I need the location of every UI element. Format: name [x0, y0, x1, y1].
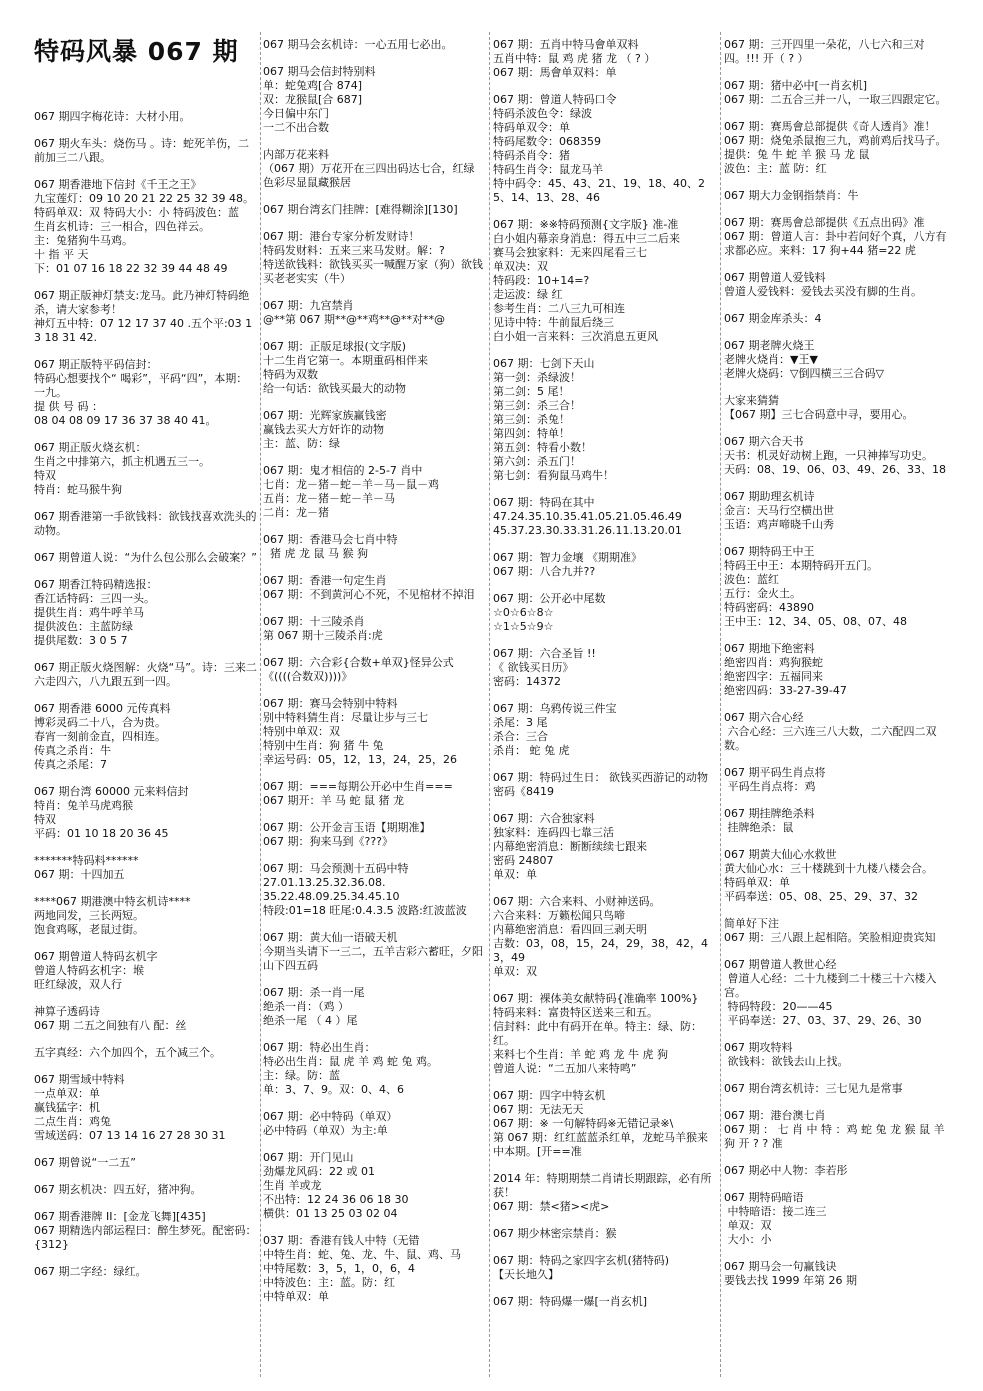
text-block: 067 期：※※特码预测{文字版} 准-准 白小姐内幕亲身消息：得五中三二后来 赛马会独家料：无来四尾看三七 单双决：双 特码段：10+14=? 走运波：绿 红 参考生肖：二八三九可相连 见诗中特：牛前鼠后绕三 白小姐一言来料：三次消息五更风	[493, 218, 680, 343]
text-block: 067 期平码生肖点将 平码生肖点将：鸡	[724, 766, 826, 793]
text-block: 067 期：乌鸦传说三件宝 杀尾：3 尾 杀合：三合 杀肖： 蛇 兔 虎	[493, 702, 617, 757]
text-block: 067 期火车头：烧伤马 。诗：蛇死羊伤，二前加三二八跟。	[34, 137, 249, 164]
text-block: 067 期二字经：绿红。	[34, 1265, 147, 1278]
text-block: 067 期马会一句赢钱诀 要钱去找 1999 年第 26 期	[724, 1260, 857, 1287]
text-block: 067 期：六合独家料 独家料：连码四七靠三活 内幕绝密消息：断断续续七跟来 密码 24807 单双：单	[493, 812, 647, 881]
text-block: 067 期：光辉家族赢钱密 赢钱去买大方奸诈的动物 主：蓝、防：绿	[263, 409, 387, 450]
text-block: 067 期：智力金壤 《期期准》 067 期：八合九并??	[493, 551, 642, 578]
text-block: 067 期：公开必中尾数 ☆0☆6☆8☆ ☆1☆5☆9☆	[493, 592, 606, 633]
text-block: 067 期香港第一手欲钱料：欲钱找喜欢洗头的动物。	[34, 510, 257, 537]
text-block: 2014 年：特期期禁二肖请长期跟踪，必有所获！ 067 期：禁<猪><虎>	[493, 1172, 712, 1213]
text-block: 067 期马会玄机诗：一心五用七必出。	[263, 38, 453, 51]
text-block: 067 期：赛馬會总部提供《五点出码》准 067 期：曾道人言：卦中若问好个真，八方有求都必应。来料：17 狗+44 猪=22 虎	[724, 216, 947, 257]
column-divider	[720, 32, 721, 1377]
text-block: 067 期：港台澳七肖 067 期 ： 七 肖 中 特 ：鸡 蛇 兔 龙 猴 鼠 羊 狗 开 ? ? 准	[724, 1109, 945, 1150]
text-block: 067 期：香港马会七肖中特 猪 虎 龙 鼠 马 猴 狗	[263, 533, 398, 560]
text-block: 067 期攻特料 欲钱料：欲钱去山上找。	[724, 1041, 849, 1068]
text-block: 大家来猜猜 【067 期】三七合码意中寻，要用心。	[724, 394, 914, 421]
text-block: ****067 期港澳中特玄机诗**** 两地同发，三长两短。 饱食鸡啄，老鼠过街。	[34, 895, 191, 936]
text-block: 067 期：特码过生日： 欲钱买西游记的动物 密码《8419	[493, 771, 708, 798]
text-block: 067 期：六合圣旨 !! 《 欲钱买日历》 密码：14372	[493, 647, 596, 688]
text-block: 067 期：十三陵杀肖 第 067 期十三陵杀肖:虎	[263, 615, 383, 642]
text-block: 067 期：开门见山 劲爆龙风码：22 或 01 生肖 羊或龙 不出特：12 24 36 06 18 30 横供：01 13 25 03 02 04	[263, 1151, 409, 1220]
text-block: 067 期香港 6000 元传真料 博彩灵码二十八，合为贵。 春宵一刻前金直，四相连。 传真之杀肖：牛 传真之杀尾：7	[34, 702, 171, 771]
text-block: 067 期：港台专家分析发财诗！ 特码发财料：五来三来马发财。解：? 特送欲钱料：欲钱买买一喊醒万家（狗）欲钱买老老实实（牛）	[263, 230, 483, 285]
text-block: 067 期曾道人特码玄机字 曾道人特码玄机字：堠 旺红绿波，双人行	[34, 950, 158, 991]
text-block: 067 期：七剑下天山 第一剑：杀绿波！ 第二剑：5 尾！ 第三剑：杀三合！ 第三剑：杀兔！ 第四剑：特单！ 第五剑：特看小数！ 第六剑：杀五门！ 第七剑：看狗鼠马鸡牛！	[493, 357, 614, 482]
text-block: 067 期正版神灯禁支:龙马。此乃神灯特码绝杀，请大家参考！ 神灯五中特：07 12 17 37 40 .五个平:03 13 18 31 42.	[34, 289, 253, 344]
text-block: 067 期挂牌绝杀料 挂牌绝杀：鼠	[724, 807, 815, 834]
text-block: 067 期正版火烧图解：火烧“马”。诗：三来二六走四六，八九跟五到一四。	[34, 661, 257, 688]
text-block: 067 期：特码之家四字玄机(猪特码) 【天长地久】	[493, 1254, 670, 1281]
text-block: 067 期香江特码精选报： 香江话特码：三四一头。 提供生肖：鸡牛呼羊马 提供波色：主蓝防绿 提供尾数：3 0 5 7	[34, 578, 158, 647]
text-block: 067 期四字梅花诗：大材小用。	[34, 110, 191, 123]
text-block: 067 期：必中特码（单双） 必中特码（单双）为主:单	[263, 1110, 398, 1137]
text-block: 067 期：公开金言玉语【期期准】 067 期：狗来马到《???》	[263, 821, 431, 848]
text-block: 067 期：黄大仙一语破天机 今期当头请下一三二，五羊吉彩六蓄旺，夕阳山下四五码	[263, 931, 483, 972]
text-block: 简单好下注 067 期：三八跟上起相陪。笑脸相迎贵宾知	[724, 917, 936, 944]
text-block: 067 期少林密宗禁肖：猴	[493, 1227, 617, 1240]
text-block: 067 期曾道人说：“为什么包公那么会破案？”	[34, 551, 257, 564]
column-1	[34, 110, 258, 1380]
text-block: 神算子透码诗 067 期 二五之间独有八 配：丝	[34, 1005, 187, 1032]
page-title: 特码风暴 067 期	[34, 37, 239, 66]
text-block: 067 期黄大仙心水救世 黄大仙心水：三十楼跳到十九楼八楼会合。 特码单双：单 平码奉送：05、08、25、29、37、32	[724, 848, 933, 903]
text-block: 067 期六合天书 天书：机灵好动树上跑，一只神捧写功史。 天码：08、19、06、03、49、26、33、18	[724, 435, 946, 476]
text-block: 067 期雪域中特料 一点单双：单 赢钱猛字：机 二点生肖：鸡兔 雪域送码：07 13 14 16 27 28 30 31	[34, 1073, 226, 1142]
text-block: *******特码料****** 067 期：十四加五	[34, 854, 139, 881]
text-block: 067 期：特码爆一爆[一肖玄机]	[493, 1295, 648, 1308]
text-block: 067 期：四字中特玄机 067 期：无法无天 067 期：※ 一句解特码※无错记录※\ 第 067 期：红红蓝蓝杀红单，龙蛇马羊猴来中本期。[开==准	[493, 1089, 708, 1158]
text-block: 067 期：特码在其中 47.24.35.10.35.41.05.21.05.46.49 45.37.23.30.33.31.26.11.13.20.01	[493, 496, 682, 537]
text-block: 067 期：六合来料、小财神送码。 六合来料：万籁松闻只鸟啼 内幕绝密消息：看四回三剥天明 吉数：03，08，15，24，29，38，42，43，49 单双：双	[493, 895, 708, 978]
column-divider	[489, 32, 490, 1377]
text-block: 067 期：赛马会特别中特料 别中特料猜生肖：尽量让步与三七 特别中单双：双 特别中生肖：狗 猪 牛 兔 幸运号码：05，12，13，24，25，26	[263, 697, 457, 766]
text-block: 067 期：马会预测十五码中特 27.01.13.25.32.36.08. 35.22.48.09.25.34.45.10 特段:01=18 旺尾:0.4.3.5 波路:红波蓝波	[263, 862, 467, 917]
text-block: 067 期：九宫禁肖 @**第 067 期**@**鸡**@**对**@	[263, 299, 445, 326]
text-block: 067 期台湾 60000 元来料信封 特肖：兔羊马虎鸡猴 特双 平码：01 10 18 20 36 45	[34, 785, 189, 840]
text-block: 067 期马会信封特别料 单：蛇兔鸡[合 874] 双：龙猴鼠[合 687] 今日偏中东门 一二不出合数	[263, 65, 376, 134]
text-block: 067 期：三开四里一朵花，八七六和三对四。!!! 开（ ? ）	[724, 38, 925, 65]
text-block: 037 期：香港有钱人中特（无错 中特生肖：蛇、兔、龙、牛、鼠、鸡、马 中特尾数：3，5，1，0，6，4 中特波色：主：蓝。防：红 中特单双：单	[263, 1234, 461, 1303]
text-block: 067 期必中人物：李若彤	[724, 1164, 848, 1177]
text-block: 067 期大力金钢指禁肖：牛	[724, 189, 859, 202]
text-block: 067 期：杀一肖一尾 绝杀一肖：（鸡 ） 绝杀一尾 （ 4 ）尾	[263, 986, 365, 1027]
text-block: 067 期：六合彩{合数+单双}怪异公式 《((((合数双))))》	[263, 656, 454, 683]
text-block: 067 期香港地下信封《千王之王》 九宝莲灯：09 10 20 21 22 25 32 39 48。 特码单双：双 特码大小：小 特码波色：蓝 生肖玄机诗：三一相合，四色祥云。 主：兔猪狗牛马鸡。 十 指 平 天 下：01 07 16 18 22 32 39 44 48 49	[34, 178, 254, 275]
text-block: 067 期特码王中王 特码王中王：本期特码开五门。 波色：蓝红 五行：金火土。 特码密码：43890 王中王：12、34、05、08、07、48	[724, 545, 907, 628]
text-block: 内部万花来料 （067 期）万花开在三四出码达七合，红绿色彩尽显鼠藏猴居	[263, 148, 475, 189]
text-block: 067 期：五肖中特马會单双料 五肖中特：鼠 鸡 虎 猪 龙 （ ? ） 067 期：馬會单双料：单	[493, 38, 656, 79]
text-block: 067 期：正版足球报(文字版) 十二生肖它第一。本期重码相伴来 特码为双数 给一句话：欲钱买最大的动物	[263, 340, 428, 395]
text-block: 067 期：香港一句定生肖 067 期：不到黄河心不死，不见棺材不掉泪	[263, 574, 475, 601]
text-block: 067 期：曾道人特码口令 特码杀波色令：绿波 特码单双令：单 特码尾数令：068359 特码杀肖令：猪 特码生肖令：鼠龙马羊 特中码令：45、43、21、19、18、40、25、14、13、28、46	[493, 93, 705, 204]
text-block: 067 期老牌火烧王 老牌火烧肖：▼王▼ 老牌火烧码：▽倒四横三三合码▽	[724, 339, 884, 380]
text-block: 067 期正版火烧玄机： 生肖之中排第六，抓主机遇五三一。 特双 特肖：蛇马猴牛狗	[34, 441, 210, 496]
column-4	[724, 38, 949, 1378]
text-block: 067 期地下绝密料 绝密四肖：鸡狗猴蛇 绝密四字：五福同来 绝密四码：33-27-39-47	[724, 642, 847, 697]
text-block: 067 期香港牌 II：[金龙飞舞][435] 067 期精选内部运程曰：醉生梦死。配密码：{312}	[34, 1210, 257, 1251]
text-block: 067 期：裸体美女献特码{准确率 100%} 特码来料：富贵特区送来三和五。 信封料：此中有码开在单。特主：绿、防：红。 来料七个生肖：羊 蛇 鸡 龙 牛 虎 狗 曾道人说：“二五加八来特鸣”	[493, 992, 702, 1075]
text-block: 五字真经：六个加四个，五个减三个。	[34, 1046, 221, 1059]
text-block: 067 期玄机决：四五好，猪冲狗。	[34, 1183, 202, 1196]
text-block: 067 期助理玄机诗 金言：天马行空横出世 玉语：鸡声啼晓千山秀	[724, 490, 834, 531]
text-block: 067 期曾说“一二五”	[34, 1156, 136, 1169]
text-block: 067 期：猪中必中[一肖玄机] 067 期：二五合三并一八，一取三四跟定它。	[724, 79, 947, 106]
text-block: 067 期特码暗语 中特暗语：接二连三 单双：双 大小：小	[724, 1191, 827, 1246]
text-block: 067 期：===每期公开必中生肖=== 067 期开：羊 马 蛇 鼠 猪 龙	[263, 780, 453, 807]
text-block: 067 期台湾玄机诗：三七见九是常事	[724, 1082, 903, 1095]
text-block: 067 期六合心经 六合心经：三六连三八大数，二六配四二双数。	[724, 711, 937, 752]
column-3	[493, 38, 718, 1378]
text-block: 067 期金库杀头：4	[724, 312, 822, 325]
text-block: 067 期曾道人教世心经 曾道人心经：二十九楼到二十楼三十六楼入宫。 特码特段：20——45 平码奉送：27、03、37、29、26、30	[724, 958, 937, 1027]
text-block: 067 期台湾玄门挂牌：[难得糊涂][130]	[263, 203, 458, 216]
column-2	[263, 38, 485, 1378]
column-divider	[260, 32, 261, 1377]
text-block: 067 期：鬼才相信的 2-5-7 肖中 七肖：龙－猪－蛇－羊－马－鼠－鸡 五肖：龙－猪－蛇－羊－马 二肖：龙－猪	[263, 464, 439, 519]
text-block: 067 期：赛馬會总部提供《奇人透肖》准！ 067 期：烧兔杀鼠抱三九，鸡前鸡后找马子。 提供：兔 牛 蛇 羊 猴 马 龙 鼠 波色：主：蓝 防：红	[724, 120, 947, 175]
text-block: 067 期曾道人爱钱料 曾道人爱钱料：爱钱去买没有脚的生肖。	[724, 271, 922, 298]
text-block: 067 期：特必出生肖： 特必出生肖：鼠 虎 羊 鸡 蛇 兔 鸡。 主：绿。防：蓝 单：3、7、9。双：0、4、6	[263, 1041, 438, 1096]
text-block: 067 期正版特平码信封： 特码心想要找个“ 喝彩”，平码“四”，本期：一九。 提 供 号 码 ： 08 04 08 09 17 36 37 38 40 41。	[34, 358, 248, 427]
